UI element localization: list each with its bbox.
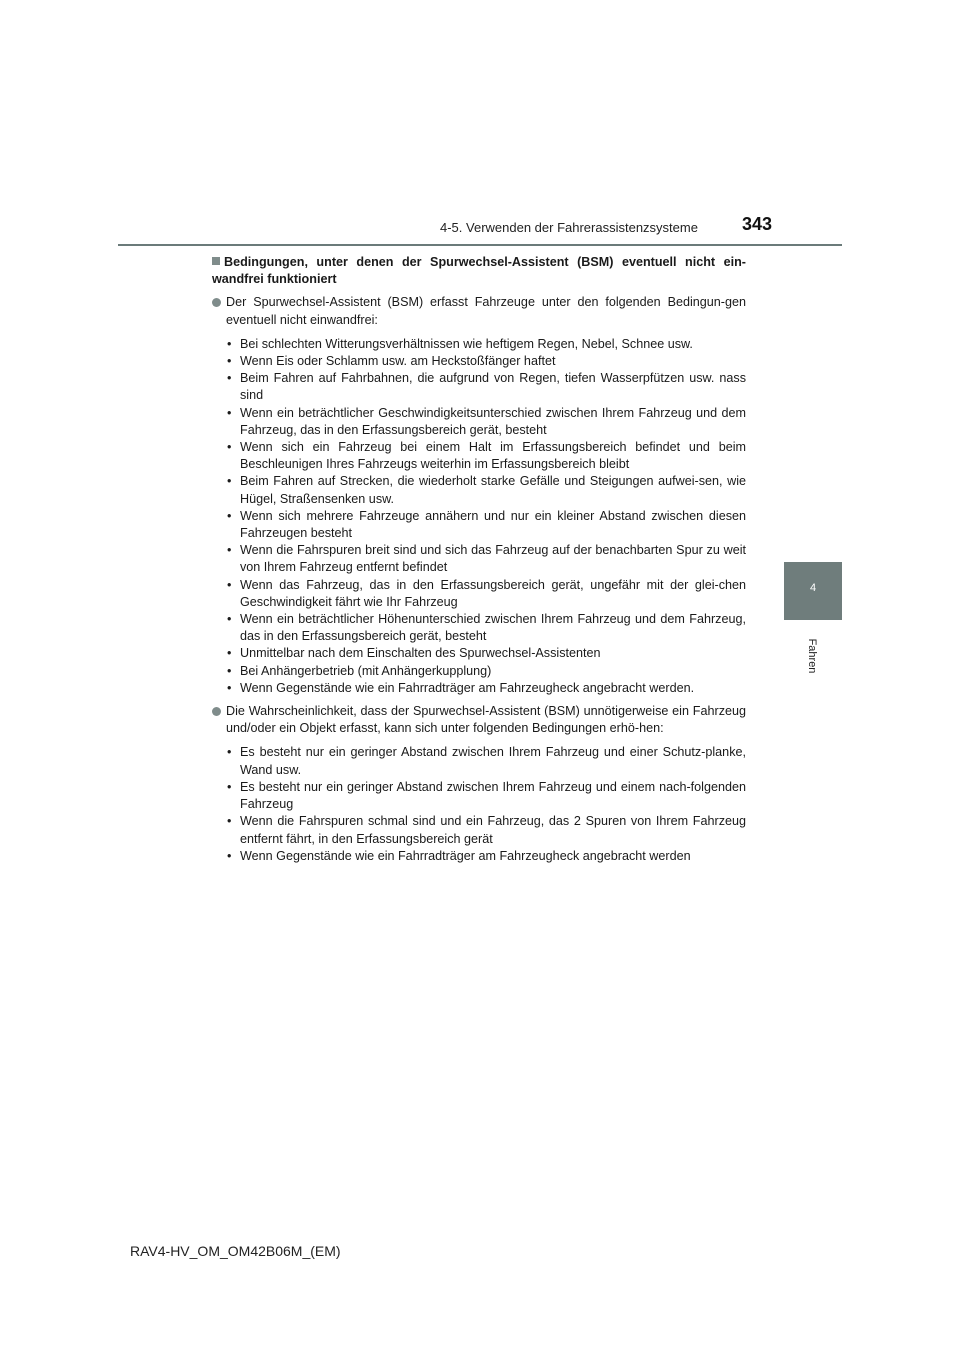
condition-point-1 <box>212 294 746 328</box>
list-item: • Wenn Eis oder Schlamm usw. am Heckstoßfänger haftet <box>240 353 746 370</box>
section-title: 4-5. Verwenden der Fahrerassistenzsysteme <box>440 220 698 235</box>
point-text: Die Wahrscheinlichkeit, dass der Spurwechsel-Assistent (BSM) unnötigerweise ein Fahrzeug und/oder ein Objekt erfasst, kann sich unter folgenden Bedingungen erhö-hen: <box>226 704 746 736</box>
circle-marker-icon <box>212 298 221 307</box>
header-divider <box>118 244 842 246</box>
bullet-icon: • <box>227 508 232 523</box>
bullet-icon: • <box>227 612 232 627</box>
bullet-icon: • <box>227 371 232 386</box>
page-number: 343 <box>742 214 773 234</box>
circle-marker-icon <box>212 707 221 716</box>
bullet-icon: • <box>227 745 232 760</box>
list-item: • Wenn Gegenstände wie ein Fahrradträger am Fahrzeugheck angebracht werden <box>240 848 746 865</box>
list-item: • Es besteht nur ein geringer Abstand zwischen Ihrem Fahrzeug und einer Schutz-planke, Wand usw. <box>227 745 746 777</box>
list-item: • Wenn ein beträchtlicher Geschwindigkeitsunterschied zwischen Ihrem Fahrzeug und dem Fahrzeug, das in den Erfassungsbereich gerät, besteht <box>227 405 746 437</box>
condition-point-2 <box>212 703 746 737</box>
square-marker-icon <box>212 257 220 265</box>
list-item: • Wenn sich mehrere Fahrzeuge annähern und nur ein kleiner Abstand zwischen diesen Fahrzeugen besteht <box>227 508 746 541</box>
chapter-label: Fahren <box>806 638 818 674</box>
main-content <box>212 254 746 865</box>
point-text: Der Spurwechsel-Assistent (BSM) erfasst Fahrzeuge unter den folgenden Bedingun-gen eventuell nicht einwandfrei: <box>226 295 746 327</box>
bullet-icon: • <box>227 779 232 794</box>
bullet-icon: • <box>227 663 232 678</box>
document-code-footer: RAV4-HV_OM_OM42B06M_(EM) <box>130 1243 341 1259</box>
bullet-icon: • <box>227 354 232 369</box>
bullet-icon: • <box>227 405 232 420</box>
chapter-tab <box>784 562 842 620</box>
list-item: • Wenn Gegenstände wie ein Fahrradträger am Fahrzeugheck angebracht werden. <box>240 680 746 697</box>
list-item: • Es besteht nur ein geringer Abstand zwischen Ihrem Fahrzeug und einem nach-folgenden Fahrzeug <box>227 779 746 812</box>
bullet-icon: • <box>227 543 232 558</box>
bullet-icon: • <box>227 336 232 351</box>
list-item: • Wenn ein beträchtlicher Höhenunterschied zwischen Ihrem Fahrzeug und dem Fahrzeug, das in den Erfassungsbereich gerät, besteht <box>227 612 746 644</box>
list-item: • Bei schlechten Witterungsverhältnissen wie heftigem Regen, Nebel, Schnee usw. <box>240 336 746 353</box>
list-item: • Unmittelbar nach dem Einschalten des Spurwechsel-Assistenten <box>240 645 746 662</box>
list-item: • Wenn die Fahrspuren schmal sind und ein Fahrzeug, das 2 Spuren von Ihrem Fahrzeug entfernt fährt, in den Erfassungsbereich gerät <box>227 814 746 846</box>
bullet-icon: • <box>227 646 232 661</box>
bullet-icon: • <box>227 577 232 592</box>
list-item: • Bei Anhängerbetrieb (mit Anhängerkupplung) <box>240 663 746 680</box>
bullet-icon: • <box>227 440 232 455</box>
bullet-list-2 <box>212 744 746 864</box>
bullet-icon: • <box>227 814 232 829</box>
list-item: • Wenn die Fahrspuren breit sind und sich das Fahrzeug auf der benachbarten Spur zu weit von Ihrem Fahrzeug entfernt befindet <box>227 543 746 575</box>
section-heading <box>212 254 746 288</box>
list-item: • Beim Fahren auf Strecken, die wiederholt starke Gefälle und Steigungen aufwei-sen, wie Hügel, Straßensenken usw. <box>227 474 746 506</box>
list-item: • Wenn sich ein Fahrzeug bei einem Halt im Erfassungsbereich befindet und beim Beschleunigen Ihres Fahrzeugs weiterhin im Erfassungsbereich bleibt <box>227 440 746 472</box>
bullet-icon: • <box>227 848 232 863</box>
chapter-number: 4 <box>809 582 817 594</box>
list-item: • Beim Fahren auf Fahrbahnen, die aufgrund von Regen, tiefen Wasserpfützen usw. nass sind <box>227 371 746 403</box>
bullet-list-1 <box>212 336 746 697</box>
bullet-icon: • <box>227 680 232 695</box>
list-item: • Wenn das Fahrzeug, das in den Erfassungsbereich gerät, ungefähr mit der glei-chen Geschwindigkeit fährt wie Ihr Fahrzeug <box>227 577 746 609</box>
heading-text: Bedingungen, unter denen der Spurwechsel-Assistent (BSM) eventuell nicht ein-wandfrei funktioniert <box>212 255 746 287</box>
bullet-icon: • <box>227 474 232 489</box>
